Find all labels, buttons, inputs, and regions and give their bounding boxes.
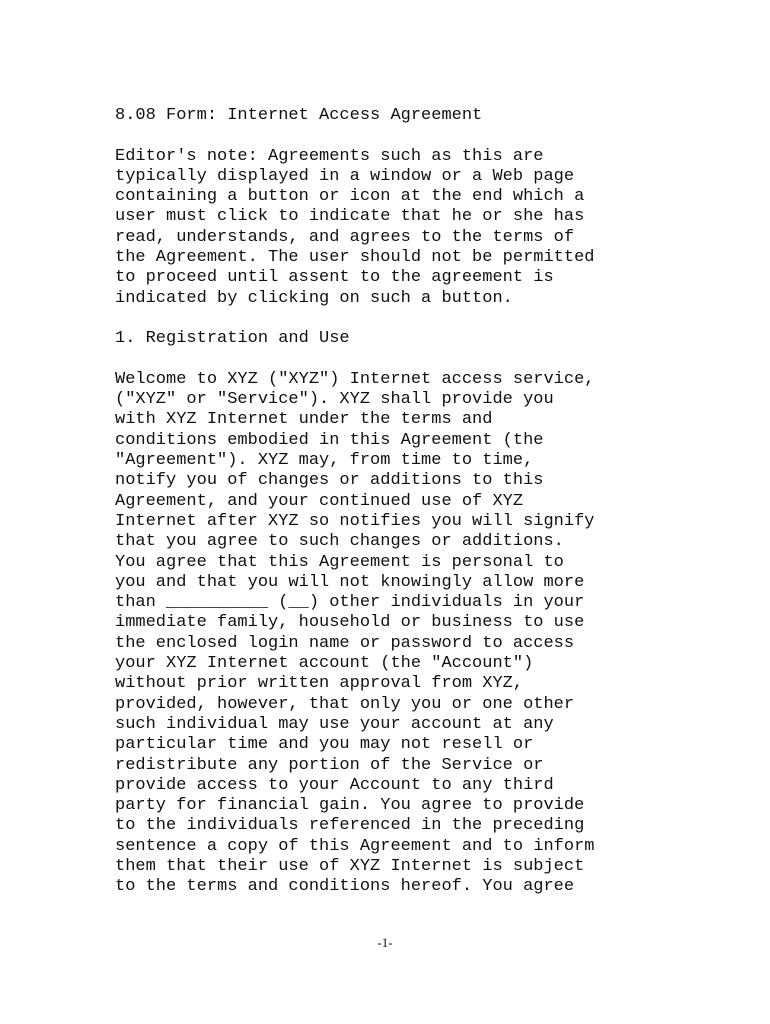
body-line: Agreement, and your continued use of XYZ bbox=[115, 491, 524, 511]
body-line: to the individuals referenced in the preceding bbox=[115, 816, 585, 836]
body-line: to the terms and conditions hereof. You agree bbox=[115, 877, 575, 897]
body-line: with XYZ Internet under the terms and bbox=[115, 410, 493, 430]
section-heading: 1. Registration and Use bbox=[115, 329, 350, 349]
editors-note-line: Editor's note: Agreements such as this are bbox=[115, 146, 544, 166]
editors-note-line: the Agreement. The user should not be permitted bbox=[115, 248, 595, 268]
body-line: such individual may use your account at any bbox=[115, 714, 554, 734]
editors-note-line: containing a button or icon at the end which a bbox=[115, 187, 585, 207]
editors-note-line: indicated by clicking on such a button. bbox=[115, 288, 513, 308]
body-line: redistribute any portion of the Service or bbox=[115, 755, 544, 775]
body-line: conditions embodied in this Agreement (the bbox=[115, 430, 544, 450]
spacer bbox=[115, 350, 675, 370]
body-line: provide access to your Account to any third bbox=[115, 775, 554, 795]
page-number: -1- bbox=[377, 935, 393, 950]
document-title: 8.08 Form: Internet Access Agreement bbox=[115, 106, 483, 125]
body-line: your XYZ Internet account (the "Account") bbox=[115, 654, 534, 674]
editors-note-line: to proceed until assent to the agreement is bbox=[115, 268, 554, 288]
section-body bbox=[115, 370, 675, 898]
body-line: provided, however, that only you or one other bbox=[115, 694, 575, 714]
body-line: "Agreement"). XYZ may, from time to time, bbox=[115, 451, 534, 471]
spacer bbox=[115, 126, 675, 146]
body-line: You agree that this Agreement is personal to bbox=[115, 552, 564, 572]
body-line: the enclosed login name or password to access bbox=[115, 633, 575, 653]
editors-note-line: user must click to indicate that he or she has bbox=[115, 207, 585, 227]
body-line: notify you of changes or additions to this bbox=[115, 471, 544, 491]
spacer bbox=[115, 309, 675, 329]
body-line: immediate family, household or business to use bbox=[115, 613, 585, 633]
body-line: that you agree to such changes or additions. bbox=[115, 532, 564, 552]
editors-note-line: read, understands, and agrees to the terms of bbox=[115, 227, 575, 247]
editors-note-line: typically displayed in a window or a Web page bbox=[115, 166, 575, 186]
body-line: Internet after XYZ so notifies you will signify bbox=[115, 511, 595, 531]
body-line: party for financial gain. You agree to provide bbox=[115, 796, 585, 816]
body-line: without prior written approval from XYZ, bbox=[115, 674, 524, 694]
body-line: particular time and you may not resell or bbox=[115, 735, 534, 755]
body-line: ("XYZ" or "Service"). XYZ shall provide you bbox=[115, 390, 554, 410]
body-line: them that their use of XYZ Internet is subject bbox=[115, 856, 585, 876]
body-line: sentence a copy of this Agreement and to inform bbox=[115, 836, 595, 856]
editors-note bbox=[115, 147, 675, 309]
document-content bbox=[115, 106, 675, 898]
body-line: than __________ (__) other individuals in your bbox=[115, 593, 585, 613]
body-line: you and that you will not knowingly allow more bbox=[115, 572, 585, 592]
body-line: Welcome to XYZ ("XYZ") Internet access service, bbox=[115, 369, 595, 389]
